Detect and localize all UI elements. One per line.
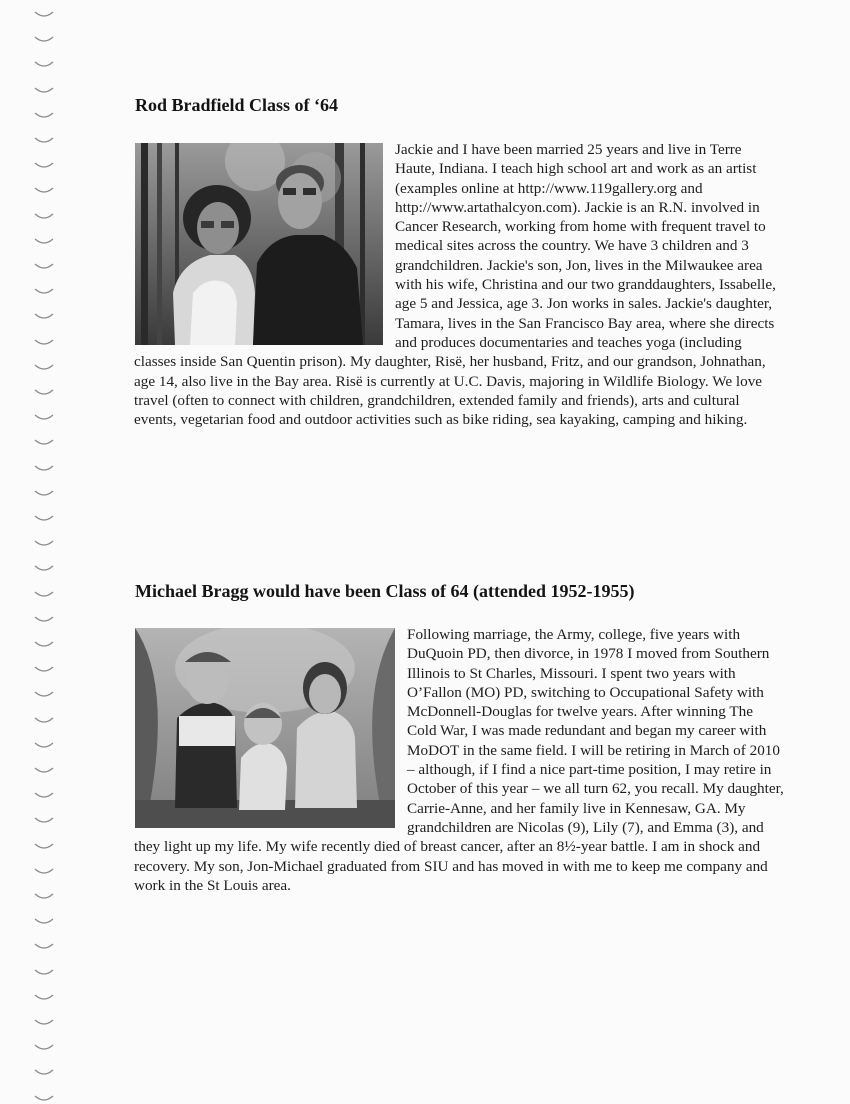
binder-hole bbox=[34, 514, 54, 524]
binder-hole bbox=[34, 111, 54, 121]
binder-hole bbox=[34, 816, 54, 826]
binder-hole bbox=[34, 35, 54, 45]
binder-hole bbox=[34, 413, 54, 423]
binder-hole bbox=[34, 564, 54, 574]
binder-hole bbox=[34, 60, 54, 70]
binder-hole bbox=[34, 690, 54, 700]
binder-hole bbox=[34, 363, 54, 373]
binder-hole bbox=[34, 942, 54, 952]
binder-hole bbox=[34, 791, 54, 801]
binder-hole bbox=[34, 489, 54, 499]
binder-hole bbox=[34, 741, 54, 751]
binder-hole bbox=[34, 716, 54, 726]
entry-rod-bradfield bbox=[134, 140, 784, 429]
binder-hole bbox=[34, 665, 54, 675]
binder-hole bbox=[34, 867, 54, 877]
entry-text: Following marriage, the Army, college, five years with DuQuoin PD, then divorce, in 1978 I moved from Southern Illinois to St Charles, Missouri. I spent two years with O’Fallon (MO) PD, switching to Occupational Safety with McDonnell-Douglas for twelve years. After winning The Cold War, I was made redundant and began my career with MoDOT in the same field. I will be retiring in March of 2010 – although, if I find a nice part-time position, I may retire in October of this year – we all turn 62, you recall. My daughter, Carrie-Anne, and her family live in Kennesaw, GA. My grandchildren are Nicolas (9), Lily (7), and Emma (3), and they light up my life. My wife recently died of breast cancer, after an 8½-year battle. I am in shock and recovery. My son, Jon-Michael graduated from SIU and has moved in with me to keep me company and work in the St Louis area. bbox=[134, 626, 784, 894]
couple-photo bbox=[135, 143, 383, 345]
binder-hole bbox=[34, 237, 54, 247]
binder-hole bbox=[34, 1043, 54, 1053]
binder-hole bbox=[34, 993, 54, 1003]
binder-hole bbox=[34, 136, 54, 146]
binder-hole bbox=[34, 640, 54, 650]
binder-hole bbox=[34, 615, 54, 625]
binder-hole bbox=[34, 968, 54, 978]
binder-hole bbox=[34, 1018, 54, 1028]
binder-hole bbox=[34, 1068, 54, 1078]
binder-holes bbox=[34, 0, 64, 1099]
binder-hole bbox=[34, 438, 54, 448]
entry-heading-rod-bradfield: Rod Bradfield Class of ‘64 bbox=[135, 95, 339, 115]
binder-hole bbox=[34, 766, 54, 776]
grandchildren-photo bbox=[135, 628, 395, 828]
binder-hole bbox=[34, 338, 54, 348]
binder-hole bbox=[34, 161, 54, 171]
binder-hole bbox=[34, 590, 54, 600]
entry-michael-bragg bbox=[134, 625, 784, 895]
entry-text: Jackie and I have been married 25 years and live in Terre Haute, Indiana. I teach high school art and work as an artist (examples online at http://www.119gallery.org and http://www.artathalcyon.com). Jackie is an R.N. involved in Cancer Research, working from home with frequent travel to medical sites across the country. We have 3 children and 3 grandchildren. Jackie's son, Jon, lives in the Milwaukee area with his wife, Christina and our two granddaughters, Issabelle, age 5 and Jessica, age 3. Jon works in sales. Jackie's daughter, Tamara, lives in the San Francisco Bay area, where she directs and produces documentaries and teaches yoga (including classes inside San Quentin prison). My daughter, Risë, her husband, Fritz, and our grandson, Johnathan, age 14, also live in the Bay area. Risë is currently at U.C. Davis, majoring in Wildlife Biology. We love travel (often to connect with children, grandchildren, extended family and friends), arts and cultural events, vegetarian food and outdoor activities such as bike riding, sea kayaking, camping and hiking. bbox=[134, 141, 776, 429]
entry-heading-michael-bragg: Michael Bragg would have been Class of 64 (attended 1952-1955) bbox=[135, 581, 635, 601]
binder-hole bbox=[34, 10, 54, 20]
binder-hole bbox=[34, 212, 54, 222]
binder-hole bbox=[34, 388, 54, 398]
binder-hole bbox=[34, 464, 54, 474]
binder-hole bbox=[34, 86, 54, 96]
binder-hole bbox=[34, 892, 54, 902]
binder-hole bbox=[34, 262, 54, 272]
binder-hole bbox=[34, 287, 54, 297]
binder-hole bbox=[34, 917, 54, 927]
binder-hole bbox=[34, 842, 54, 852]
binder-hole bbox=[34, 539, 54, 549]
binder-hole bbox=[34, 312, 54, 322]
binder-hole bbox=[34, 186, 54, 196]
